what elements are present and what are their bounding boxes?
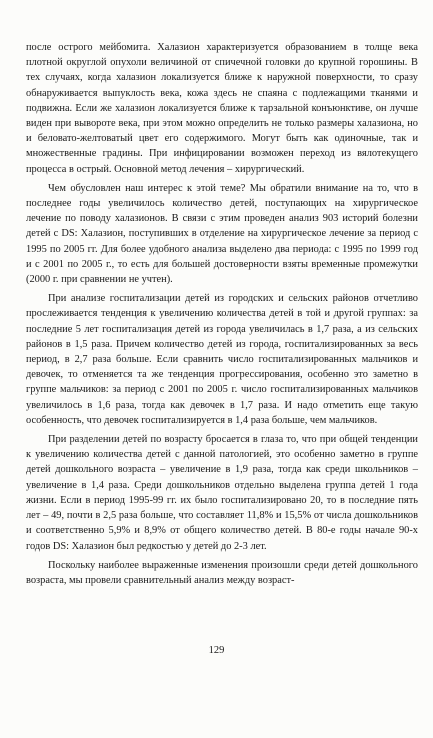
page-number: 129 bbox=[208, 645, 225, 656]
paragraph: При разделении детей по возрасту бросается в глаза то, что при общей тенденции к увеличению количества детей с данной патологией, это особенно заметно в группе детей дошкольного возраста – увеличение в 1,9 раза, тогда как среди школьников – увеличение в 1,4 раза. Среди дошкольников отдельно выделена группа детей 1 года жизни. Если в период 1995-99 гг. их было госпитализировано 20, то в последние пять лет – 49, почти в 2,5 раза больше, что составляет 11,8% и 15,5% от числа дошкольников и соответственно 5,9% и 8,9% от общего количество детей. В 80-е годы начале 90-х годов DS: Халазион был редкостью у детей до 2-3 лет. bbox=[26, 434, 418, 552]
paragraph: Поскольку наиболее выраженные изменения произошли среди детей дошкольного возраста, мы провели сравнительный анализ между возраст- bbox=[26, 559, 418, 586]
paragraph: Чем обусловлен наш интерес к этой теме? Мы обратили внимание на то, что в последнее годы увеличилось количество детей, поступающих на хирургическое лечение по поводу халазионов. В связи с этим проведен анализ 903 историй болезни детей с DS: Халазион, поступивших в отделение на хирургическое лечение за период с 1995 по 2005 гг. Для более удобного анализа выделено два периода: с 1995 по 1999 год и с 2001 по 2005 г., то есть для большей достоверности взяты временные промежутки (2000 г. при сравнении не учтен). bbox=[26, 182, 418, 286]
body-text bbox=[26, 40, 418, 588]
paragraph-continuation: после острого мейбомита. Халазион характеризуется образованием в толще века плотной округлой опухоли величиной от спичечной головки до крупной горошины. В тех случаях, когда халазион локализуется ближе к наружной поверхности, то сразу обнаруживается выпуклость века, кожа здесь не спаяна с подлежащими тканями и подвижна. Если же халазион локализуется ближе к тарзальной конъюнктиве, он лучше виден при вывороте века, при этом можно определить не только размеры халазиона, но и беловато-желтоватый цвет его содержимого. Могут быть как одиночные, так и множественные градины. При инфицировании возможен переход из вялотекущего процесса в острый. Основной метод лечения – хирургический. bbox=[26, 42, 418, 175]
paragraph: При анализе госпитализации детей из городских и сельских районов отчетливо прослеживается тенденция к увеличению количества детей в той и другой группах: за последние 5 лет госпитализация детей из города увеличилась в 1,7 раза, а из сельских районов в 1,5 раза. Причем количество детей из города, госпитализированных за весь период, в 2,7 раза больше. Если сравнить число госпитализированных мальчиков и девочек, то отменяется та же тенденция прогрессирования, особенно это заметно в группе мальчиков: за период с 2001 по 2005 г. число госпитализированных мальчиков увеличилось в 1,6 раза, тогда как девочек в 1,7 раза. И надо отметить еще такую особенность, что девочек госпитализируется в 1,4 раза больше, чем мальчиков. bbox=[26, 293, 418, 426]
